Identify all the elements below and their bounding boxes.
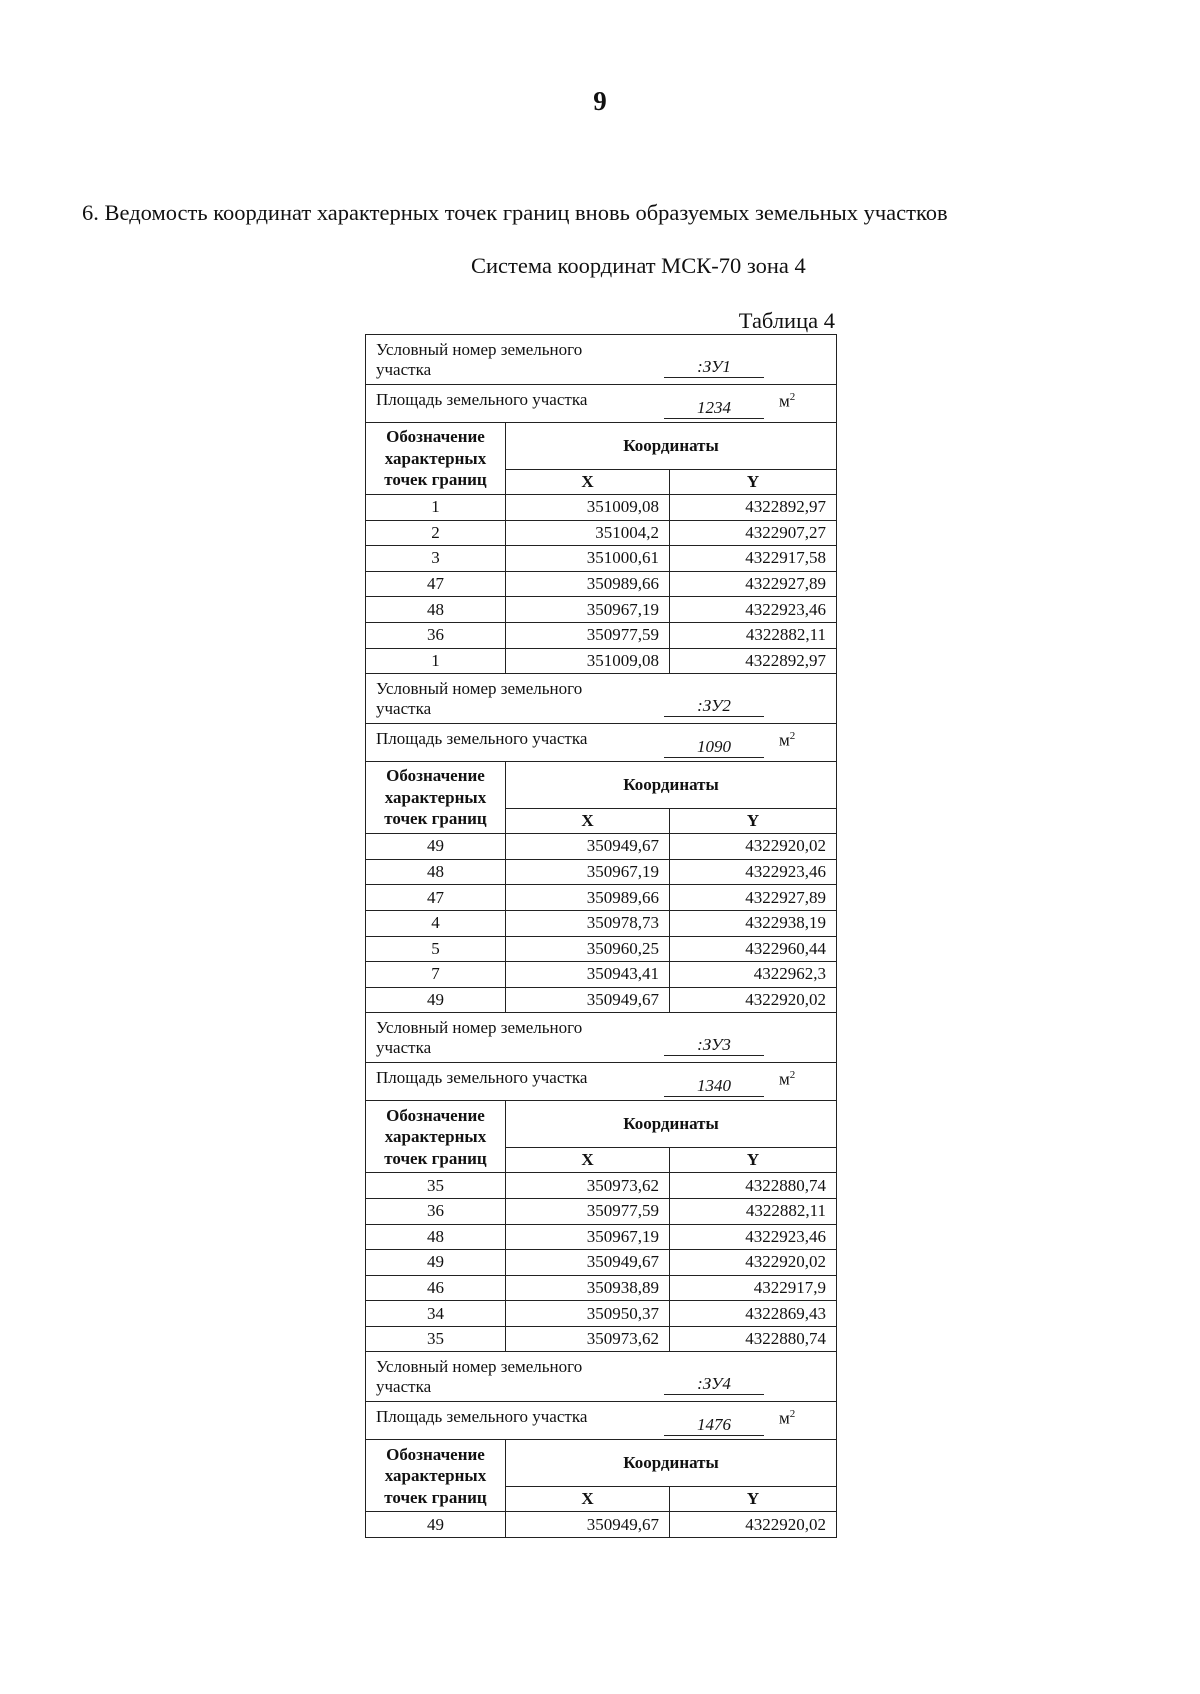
coordinates-table — [365, 334, 837, 1538]
point-number: 48 — [366, 859, 506, 885]
point-number: 36 — [366, 622, 506, 648]
table-row — [366, 885, 837, 911]
table-row — [366, 1326, 837, 1352]
x-coordinate: 350989,66 — [506, 885, 670, 911]
coordinates-header: Координаты — [506, 423, 837, 470]
y-header: Y — [670, 809, 837, 834]
coordinate-system-label: Система координат МСК-70 зона 4 — [471, 253, 806, 278]
parcel-number-label-line2: участка — [376, 699, 432, 719]
coordinates-header: Координаты — [506, 1101, 837, 1148]
x-coordinate: 351009,08 — [506, 648, 670, 674]
x-coordinate: 350943,41 — [506, 962, 670, 988]
coords-header-row — [366, 762, 837, 809]
y-coordinate: 4322920,02 — [670, 1512, 837, 1538]
parcel-number-label-line2: участка — [376, 360, 432, 379]
point-number: 36 — [366, 1198, 506, 1224]
parcel-number-row — [366, 674, 837, 724]
y-header: Y — [670, 470, 837, 495]
area-unit: $м^2$ — [779, 391, 796, 411]
table-caption: Таблица 4 — [738, 308, 835, 333]
parcel-area-value: 1476 — [664, 1415, 764, 1436]
points-header: Обозначение характерных точек границ — [366, 1440, 506, 1512]
y-coordinate: 4322960,44 — [670, 936, 837, 962]
parcel-number-label — [376, 678, 621, 719]
point-number: 47 — [366, 885, 506, 911]
parcel-number-label-line2: участка — [376, 1377, 432, 1397]
point-number: 7 — [366, 962, 506, 988]
point-number: 48 — [366, 597, 506, 623]
parcel-area-value: 1090 — [664, 737, 764, 758]
parcel-number-label — [376, 339, 621, 380]
table-row — [366, 910, 837, 936]
x-coordinate: 351004,2 — [506, 520, 670, 546]
parcel-number-label-line1: Условный номер земельного — [376, 679, 583, 699]
x-coordinate: 350977,59 — [506, 622, 670, 648]
parcel-area-row — [366, 1063, 837, 1101]
y-coordinate: 4322923,46 — [670, 597, 837, 623]
x-header: X — [506, 470, 670, 495]
x-coordinate: 350950,37 — [506, 1301, 670, 1327]
point-number: 48 — [366, 1224, 506, 1250]
y-coordinate: 4322917,9 — [670, 1275, 837, 1301]
parcel-id: :ЗУ4 — [664, 1374, 764, 1395]
coords-header-row — [366, 1440, 837, 1487]
table-row — [366, 1301, 837, 1327]
coordinates-header: Координаты — [506, 1440, 837, 1487]
y-coordinate: 4322892,97 — [670, 495, 837, 521]
x-coordinate: 350977,59 — [506, 1198, 670, 1224]
point-number: 35 — [366, 1173, 506, 1199]
parcel-number-row — [366, 1013, 837, 1063]
y-coordinate: 4322920,02 — [670, 834, 837, 860]
table-row — [366, 834, 837, 860]
x-coordinate: 350967,19 — [506, 859, 670, 885]
table-row — [366, 571, 837, 597]
x-header: X — [506, 1148, 670, 1173]
y-coordinate: 4322927,89 — [670, 571, 837, 597]
y-coordinate: 4322880,74 — [670, 1173, 837, 1199]
points-header: Обозначение характерных точек границ — [366, 1101, 506, 1173]
table-row — [366, 622, 837, 648]
y-coordinate: 4322920,02 — [670, 987, 837, 1013]
point-number: 49 — [366, 1250, 506, 1276]
point-number: 35 — [366, 1326, 506, 1352]
y-coordinate: 4322882,11 — [670, 1198, 837, 1224]
parcel-id: :ЗУ2 — [664, 696, 764, 717]
x-coordinate: 350973,62 — [506, 1326, 670, 1352]
x-coordinate: 350989,66 — [506, 571, 670, 597]
parcel-number-row — [366, 1352, 837, 1402]
coords-header-row — [366, 1101, 837, 1148]
y-coordinate: 4322892,97 — [670, 648, 837, 674]
point-number: 4 — [366, 910, 506, 936]
area-unit: $м^2$ — [779, 730, 796, 750]
y-coordinate: 4322920,02 — [670, 1250, 837, 1276]
coords-header-row — [366, 423, 837, 470]
parcel-number-label-line2: участка — [376, 1038, 432, 1058]
table-row — [366, 1224, 837, 1250]
table-row — [366, 1512, 837, 1538]
y-coordinate: 4322869,43 — [670, 1301, 837, 1327]
parcel-number-label-line1: Условный номер земельного — [376, 1018, 583, 1038]
x-header: X — [506, 809, 670, 834]
y-coordinate: 4322923,46 — [670, 859, 837, 885]
table-row — [366, 648, 837, 674]
x-coordinate: 351009,08 — [506, 495, 670, 521]
x-coordinate: 350949,67 — [506, 834, 670, 860]
y-coordinate: 4322880,74 — [670, 1326, 837, 1352]
y-coordinate: 4322882,11 — [670, 622, 837, 648]
point-number: 47 — [366, 571, 506, 597]
parcel-area-label: Площадь земельного участка — [376, 1406, 588, 1426]
table-row — [366, 1275, 837, 1301]
x-coordinate: 350949,67 — [506, 987, 670, 1013]
parcel-number-label-line1: Условный номер земельного — [376, 340, 583, 359]
parcel-area-row — [366, 1402, 837, 1440]
parcel-number-label — [376, 1356, 621, 1397]
parcel-area-label: Площадь земельного участка — [376, 1067, 588, 1087]
point-number: 34 — [366, 1301, 506, 1327]
x-coordinate: 350967,19 — [506, 1224, 670, 1250]
point-number: 1 — [366, 495, 506, 521]
point-number: 5 — [366, 936, 506, 962]
table-row — [366, 495, 837, 521]
parcel-area-label: Площадь земельного участка — [376, 728, 588, 748]
table-row — [366, 520, 837, 546]
x-coordinate: 350949,67 — [506, 1512, 670, 1538]
parcel-area-value: 1234 — [664, 398, 764, 419]
area-unit: $м^2$ — [779, 1069, 796, 1089]
table-row — [366, 936, 837, 962]
points-header: Обозначение характерных точек границ — [366, 762, 506, 834]
parcel-number-label — [376, 1017, 621, 1058]
parcel-number-label-line1: Условный номер земельного — [376, 1357, 583, 1377]
point-number: 49 — [366, 1512, 506, 1538]
points-header: Обозначение характерных точек границ — [366, 423, 506, 495]
point-number: 1 — [366, 648, 506, 674]
table-row — [366, 546, 837, 572]
coordinates-header: Координаты — [506, 762, 837, 809]
table-row — [366, 987, 837, 1013]
parcel-area-row — [366, 385, 837, 423]
x-coordinate: 350973,62 — [506, 1173, 670, 1199]
parcel-area-row — [366, 724, 837, 762]
point-number: 49 — [366, 834, 506, 860]
y-coordinate: 4322962,3 — [670, 962, 837, 988]
y-coordinate: 4322938,19 — [670, 910, 837, 936]
x-coordinate: 351000,61 — [506, 546, 670, 572]
parcel-id: :ЗУ1 — [664, 357, 764, 378]
parcel-area-value: 1340 — [664, 1076, 764, 1097]
section-heading: 6. Ведомость координат характерных точек границ вновь образуемых земельных участков — [82, 200, 948, 225]
page-number: 9 — [593, 86, 607, 116]
parcel-number-row — [366, 335, 837, 385]
x-header: X — [506, 1487, 670, 1512]
x-coordinate: 350938,89 — [506, 1275, 670, 1301]
point-number: 3 — [366, 546, 506, 572]
parcel-id: :ЗУ3 — [664, 1035, 764, 1056]
table-row — [366, 597, 837, 623]
table-row — [366, 1198, 837, 1224]
x-coordinate: 350949,67 — [506, 1250, 670, 1276]
point-number: 2 — [366, 520, 506, 546]
y-coordinate: 4322923,46 — [670, 1224, 837, 1250]
parcel-area-label: Площадь земельного участка — [376, 389, 588, 409]
area-unit: $м^2$ — [779, 1408, 796, 1429]
y-header: Y — [670, 1148, 837, 1173]
y-header: Y — [670, 1487, 837, 1512]
table-row — [366, 1250, 837, 1276]
point-number: 49 — [366, 987, 506, 1013]
x-coordinate: 350978,73 — [506, 910, 670, 936]
table-row — [366, 1173, 837, 1199]
x-coordinate: 350967,19 — [506, 597, 670, 623]
y-coordinate: 4322907,27 — [670, 520, 837, 546]
y-coordinate: 4322917,58 — [670, 546, 837, 572]
table-row — [366, 859, 837, 885]
x-coordinate: 350960,25 — [506, 936, 670, 962]
y-coordinate: 4322927,89 — [670, 885, 837, 911]
table-row — [366, 962, 837, 988]
point-number: 46 — [366, 1275, 506, 1301]
